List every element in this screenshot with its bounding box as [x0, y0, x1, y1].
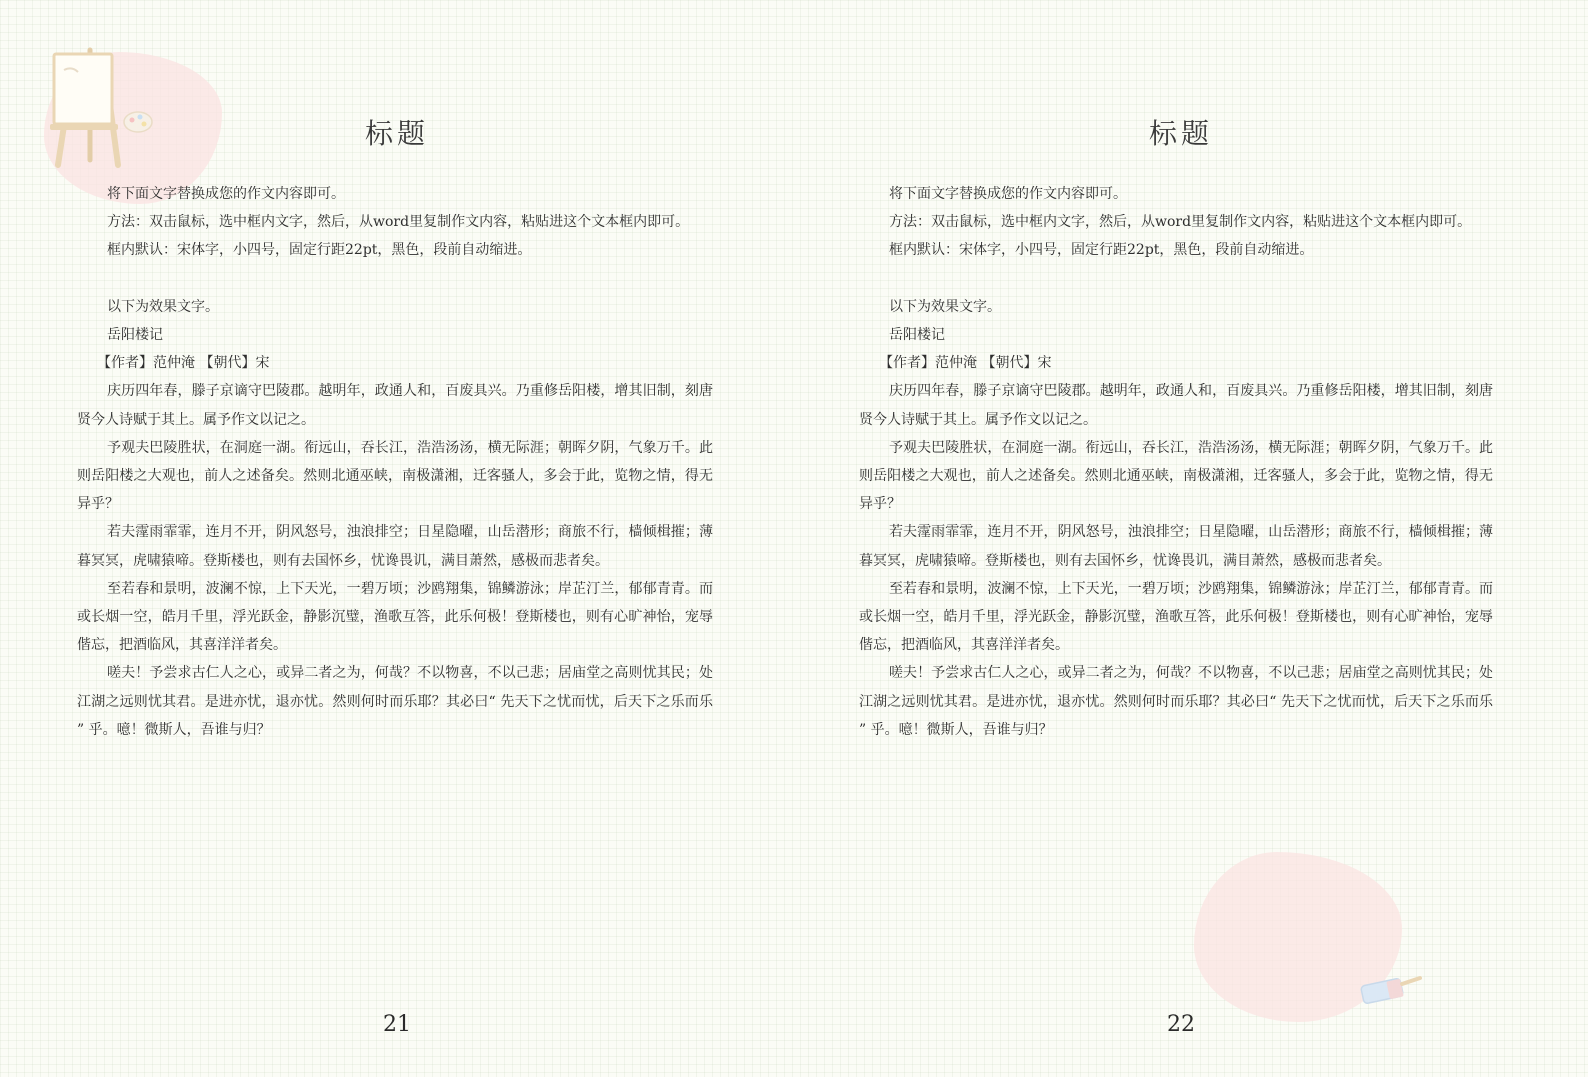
essay-text-box[interactable]	[859, 180, 1493, 744]
paragraph: 庆历四年春，滕子京谪守巴陵郡。越明年，政通人和，百废具兴。乃重修岳阳楼，增其旧制，刻唐贤今人诗赋于其上。属予作文以记之。	[859, 383, 1493, 428]
page-right	[794, 0, 1588, 1077]
paragraph: 将下面文字替换成您的作文内容即可。	[107, 186, 345, 202]
paragraph: 岳阳楼记	[889, 327, 945, 343]
paragraph: 框内默认：宋体字，小四号，固定行距22pt，黑色，段前自动缩进。	[107, 242, 532, 259]
paragraph: 以下为效果文字。	[889, 298, 1001, 315]
paragraph: 以下为效果文字。	[107, 298, 219, 315]
paint-brush-icon	[1354, 960, 1424, 1020]
paragraph: 将下面文字替换成您的作文内容即可。	[889, 186, 1127, 202]
paragraph: 若夫霪雨霏霏，连月不开，阴风怒号，浊浪排空；日星隐曜，山岳潜形；商旅不行，樯倾楫摧；薄暮冥冥，虎啸猿啼。登斯楼也，则有去国怀乡，忧谗畏讥，满目萧然，感极而悲者矣。	[77, 524, 713, 569]
paragraph: 嗟夫！予尝求古仁人之心，或异二者之为，何哉？不以物喜，不以己悲；居庙堂之高则忧其民；处江湖之远则忧其君。是进亦忧，退亦忧。然则何时而乐耶？其必曰“ 先天下之忧而忧，后天下之乐而乐 ” 乎。噫！微斯人，吾谁与归？	[859, 665, 1493, 738]
page-title: 标题	[1148, 117, 1213, 150]
page-number: 21	[383, 1012, 411, 1037]
paragraph	[77, 265, 713, 293]
paragraph: 框内默认：宋体字，小四号，固定行距22pt，黑色，段前自动缩进。	[889, 242, 1314, 259]
paragraph: 至若春和景明，波澜不惊，上下天光，一碧万顷；沙鸥翔集，锦鳞游泳；岸芷汀兰，郁郁青青。而或长烟一空，皓月千里，浮光跃金，静影沉璧，渔歌互答，此乐何极！登斯楼也，则有心旷神怡，宠辱偕忘，把酒临风，其喜洋洋者矣。	[77, 580, 713, 654]
paragraph: 岳阳楼记	[107, 327, 163, 343]
paragraph: 方法：双击鼠标，选中框内文字，然后，从word里复制作文内容，粘贴进这个文本框内即可。	[889, 214, 1472, 231]
page-number: 22	[1167, 1012, 1195, 1037]
paragraph: 予观夫巴陵胜状，在洞庭一湖。衔远山，吞长江，浩浩汤汤，横无际涯；朝晖夕阴，气象万千。此则岳阳楼之大观也，前人之述备矣。然则北通巫峡，南极潇湘，迁客骚人，多会于此，览物之情，得无异乎？	[859, 439, 1493, 513]
paragraph: 庆历四年春，滕子京谪守巴陵郡。越明年，政通人和，百废具兴。乃重修岳阳楼，增其旧制，刻唐贤今人诗赋于其上。属予作文以记之。	[77, 383, 713, 428]
paragraph: 嗟夫！予尝求古仁人之心，或异二者之为，何哉？不以物喜，不以己悲；居庙堂之高则忧其民；处江湖之远则忧其君。是进亦忧，退亦忧。然则何时而乐耶？其必曰“ 先天下之忧而忧，后天下之乐而乐 ” 乎。噫！微斯人，吾谁与归？	[77, 665, 713, 738]
page-title: 标题	[364, 117, 429, 150]
paragraph: 予观夫巴陵胜状，在洞庭一湖。衔远山，吞长江，浩浩汤汤，横无际涯；朝晖夕阴，气象万千。此则岳阳楼之大观也，前人之述备矣。然则北通巫峡，南极潇湘，迁客骚人，多会于此，览物之情，得无异乎？	[77, 439, 713, 513]
paragraph: 若夫霪雨霏霏，连月不开，阴风怒号，浊浪排空；日星隐曜，山岳潜形；商旅不行，樯倾楫摧；薄暮冥冥，虎啸猿啼。登斯楼也，则有去国怀乡，忧谗畏讥，满目萧然，感极而悲者矣。	[859, 524, 1493, 569]
paragraph: 方法：双击鼠标，选中框内文字，然后，从word里复制作文内容，粘贴进这个文本框内即可。	[107, 214, 690, 231]
essay-text-box[interactable]	[77, 180, 713, 744]
paragraph: 【作者】范仲淹 【朝代】宋	[879, 355, 1052, 372]
paragraph: 至若春和景明，波澜不惊，上下天光，一碧万顷；沙鸥翔集，锦鳞游泳；岸芷汀兰，郁郁青青。而或长烟一空，皓月千里，浮光跃金，静影沉璧，渔歌互答，此乐何极！登斯楼也，则有心旷神怡，宠辱偕忘，把酒临风，其喜洋洋者矣。	[859, 580, 1493, 654]
paragraph	[859, 265, 1493, 293]
paragraph: 【作者】范仲淹 【朝代】宋	[97, 355, 270, 372]
